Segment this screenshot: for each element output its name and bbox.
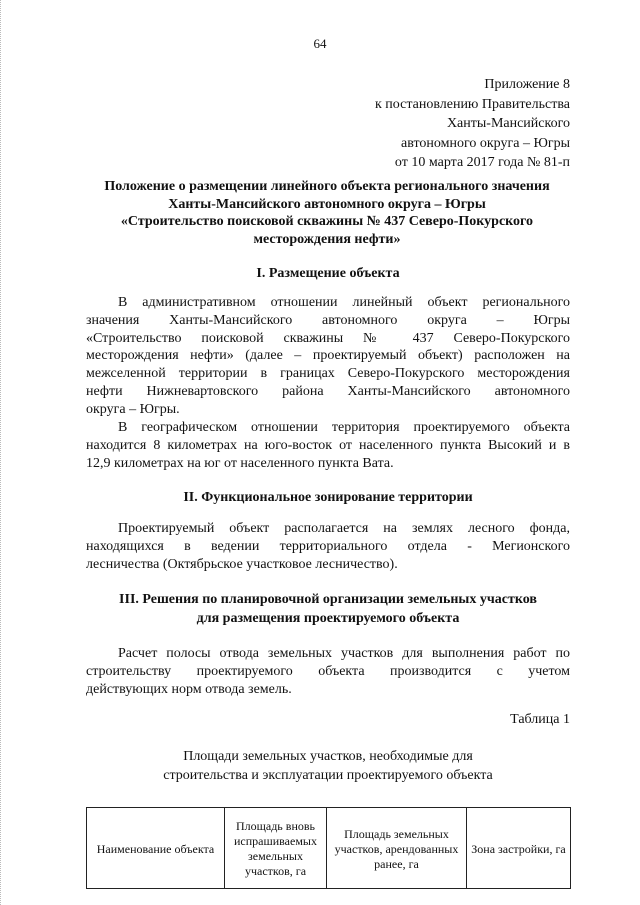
page-number: 64 bbox=[313, 36, 327, 51]
table-header-row bbox=[87, 808, 571, 889]
text-line: В географическом отношении территория проектируемого объекта bbox=[118, 420, 570, 435]
text-line: округа – Югры. bbox=[86, 401, 180, 417]
text-line: находящихся в ведении территориального отдела - Мегионского bbox=[86, 538, 570, 554]
text-line: лесничества (Октябрьское участковое лесничество). bbox=[86, 556, 398, 572]
appendix-line: Ханты-Мансийского bbox=[446, 116, 570, 131]
text-line: В административном отношении линейный объект регионального bbox=[118, 295, 570, 310]
appendix-line: автономного округа – Югры bbox=[401, 135, 570, 151]
title-line: «Строительство поисковой скважины № 437 Северо-Покурского bbox=[120, 214, 534, 229]
title-line: месторождения нефти» bbox=[253, 231, 401, 247]
land-plots-table bbox=[86, 807, 571, 889]
section-1-heading: I. Размещение объекта bbox=[256, 266, 400, 281]
caption-line: строительства и эксплуатации проектируемого объекта bbox=[163, 768, 493, 783]
column-header-leased-area: Площадь земельных участков, арендованных ранее, га bbox=[327, 808, 467, 889]
section-1-paragraph-1 bbox=[86, 294, 570, 419]
text-line: нефти Нижневартовского района Ханты-Мансийского автономного bbox=[86, 383, 570, 399]
section-1-paragraph-2 bbox=[86, 419, 570, 472]
table-label: Таблица 1 bbox=[510, 712, 570, 727]
text-line: «Строительство поисковой скважины № 437 Северо-Покурского bbox=[86, 330, 570, 346]
section-2-paragraph-1 bbox=[86, 520, 570, 573]
section-2-heading: II. Функциональное зонирование территории bbox=[183, 490, 473, 505]
text-line: межселенной территории в границах Северо-Покурского месторождения bbox=[86, 366, 570, 382]
title-line: Ханты-Мансийского автономного округа – Югры bbox=[168, 196, 486, 212]
appendix-block bbox=[270, 75, 570, 173]
text-line: значения Ханты-Мансийского автономного округа – Югры bbox=[86, 312, 570, 328]
table-caption bbox=[86, 747, 570, 785]
text-line: находится 8 километрах на юго-восток от населенного пункта Высокий и в bbox=[86, 437, 570, 453]
page-edge bbox=[0, 0, 4, 905]
heading-line: III. Решения по планировочной организации земельных участков bbox=[119, 592, 537, 607]
text-line: строительству проектируемого объекта производится с учетом bbox=[86, 663, 570, 679]
heading-line: для размещения проектируемого объекта bbox=[196, 611, 460, 626]
text-line: Проектируемый объект располагается на землях лесного фонда, bbox=[118, 521, 570, 536]
appendix-line: к постановлению Правительства bbox=[374, 96, 570, 112]
title-line: Положение о размещении линейного объекта регионального значения bbox=[104, 179, 550, 194]
column-header-building-zone: Зона застройки, га bbox=[467, 808, 571, 889]
column-header-new-area: Площадь вновь испрашиваемых земельных участков, га bbox=[225, 808, 327, 889]
text-line: 12,9 километрах на юг от населенного пункта Вата. bbox=[86, 455, 394, 471]
text-line: месторождения нефти» (далее – проектируемый объект) расположен на bbox=[86, 348, 570, 364]
appendix-line: от 10 марта 2017 года № 81-п bbox=[394, 155, 570, 170]
caption-line: Площади земельных участков, необходимые для bbox=[183, 749, 473, 764]
text-line: действующих норм отвода земель. bbox=[86, 681, 292, 697]
section-3-heading bbox=[86, 590, 570, 628]
document-title bbox=[60, 178, 594, 248]
column-header-object-name: Наименование объекта bbox=[87, 808, 225, 889]
text-line: Расчет полосы отвода земельных участков для выполнения работ по bbox=[118, 646, 570, 661]
appendix-line: Приложение 8 bbox=[484, 77, 570, 92]
section-3-paragraph-1 bbox=[86, 645, 570, 698]
